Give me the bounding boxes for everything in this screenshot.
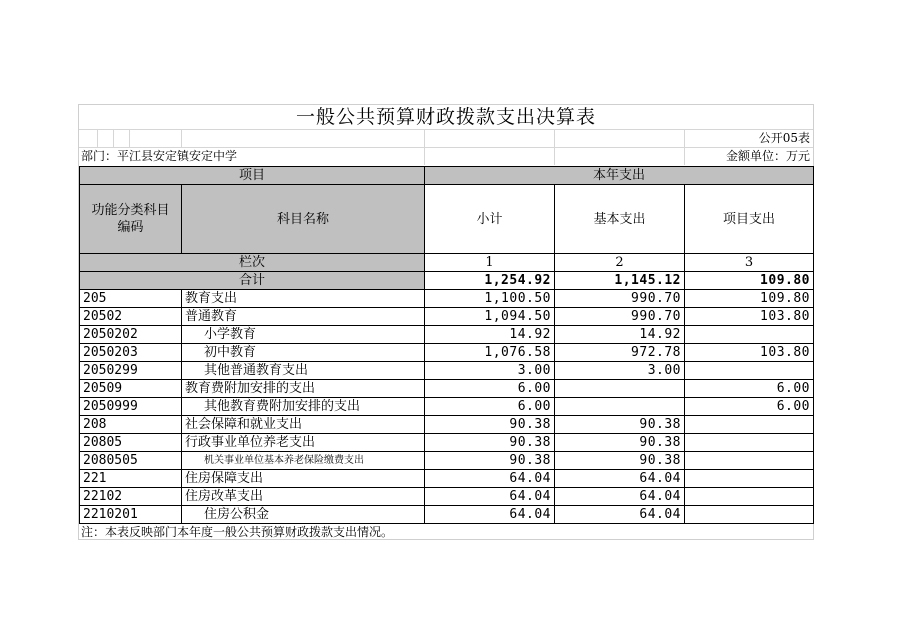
total-label: 合计 [80, 272, 425, 290]
col-label: 栏次 [80, 254, 425, 272]
report-title: 一般公共预算财政拨款支出决算表 [79, 105, 813, 130]
department-row [79, 147, 813, 165]
row-basic: 64.04 [555, 506, 685, 524]
row-project: 6.00 [685, 398, 814, 416]
table-row [80, 344, 814, 362]
total-row [80, 272, 814, 290]
header-project: 项目 [80, 167, 425, 185]
col-3: 3 [685, 254, 814, 272]
row-subtotal: 3.00 [425, 362, 555, 380]
row-basic [555, 398, 685, 416]
row-code: 2050203 [80, 344, 182, 362]
row-subtotal: 90.38 [425, 434, 555, 452]
row-project [685, 326, 814, 344]
row-subtotal: 6.00 [425, 398, 555, 416]
row-basic: 990.70 [555, 290, 685, 308]
row-subject-name: 其他教育费附加安排的支出 [182, 398, 425, 416]
row-project: 109.80 [685, 290, 814, 308]
row-basic: 90.38 [555, 434, 685, 452]
row-subject-name: 教育费附加安排的支出 [182, 380, 425, 398]
row-basic [555, 380, 685, 398]
row-basic: 3.00 [555, 362, 685, 380]
expenditure-table [79, 166, 814, 524]
row-code: 2050202 [80, 326, 182, 344]
table-row [80, 398, 814, 416]
header-project-exp: 项目支出 [685, 185, 814, 254]
row-project [685, 452, 814, 470]
row-basic: 14.92 [555, 326, 685, 344]
col-2: 2 [555, 254, 685, 272]
data-rows [80, 290, 814, 524]
row-project: 6.00 [685, 380, 814, 398]
row-project: 103.80 [685, 344, 814, 362]
table-row [80, 308, 814, 326]
table-row [80, 326, 814, 344]
table-row [80, 488, 814, 506]
table-row [80, 416, 814, 434]
row-code: 205 [80, 290, 182, 308]
row-code: 22102 [80, 488, 182, 506]
row-subtotal: 90.38 [425, 452, 555, 470]
row-subject-name: 行政事业单位养老支出 [182, 434, 425, 452]
table-note: 注：本表反映部门本年度一般公共预算财政拨款支出情况。 [81, 525, 394, 539]
form-code: 公开05表 [758, 131, 810, 145]
row-project [685, 434, 814, 452]
row-subtotal: 6.00 [425, 380, 555, 398]
header-basic: 基本支出 [555, 185, 685, 254]
row-code: 20502 [80, 308, 182, 326]
row-basic: 972.78 [555, 344, 685, 362]
row-project [685, 506, 814, 524]
row-subtotal: 14.92 [425, 326, 555, 344]
row-subject-name: 社会保障和就业支出 [182, 416, 425, 434]
report-sheet [78, 104, 814, 540]
row-subtotal: 1,076.58 [425, 344, 555, 362]
row-subject-name: 机关事业单位基本养老保险缴费支出 [182, 452, 425, 470]
total-basic: 1,145.12 [555, 272, 685, 290]
row-project [685, 362, 814, 380]
header-func-code: 功能分类科目编码 [80, 185, 182, 254]
row-code: 208 [80, 416, 182, 434]
row-code: 20805 [80, 434, 182, 452]
col-1: 1 [425, 254, 555, 272]
row-code: 20509 [80, 380, 182, 398]
row-subtotal: 1,100.50 [425, 290, 555, 308]
row-project: 103.80 [685, 308, 814, 326]
form-code-row [79, 129, 813, 148]
table-row [80, 452, 814, 470]
total-subtotal: 1,254.92 [425, 272, 555, 290]
row-code: 221 [80, 470, 182, 488]
row-subject-name: 住房改革支出 [182, 488, 425, 506]
row-subject-name: 其他普通教育支出 [182, 362, 425, 380]
row-subject-name: 小学教育 [182, 326, 425, 344]
row-project [685, 488, 814, 506]
row-code: 2080505 [80, 452, 182, 470]
table-row [80, 506, 814, 524]
header-row-2 [80, 185, 814, 254]
row-subtotal: 64.04 [425, 506, 555, 524]
total-project: 109.80 [685, 272, 814, 290]
row-project [685, 416, 814, 434]
column-index-row [80, 254, 814, 272]
row-subtotal: 90.38 [425, 416, 555, 434]
row-code: 2210201 [80, 506, 182, 524]
row-subtotal: 64.04 [425, 488, 555, 506]
department-label: 部门：平江县安定镇安定中学 [81, 149, 238, 163]
row-project [685, 470, 814, 488]
table-row [80, 470, 814, 488]
header-subject-name: 科目名称 [182, 185, 425, 254]
row-subject-name: 普通教育 [182, 308, 425, 326]
header-current-year: 本年支出 [425, 167, 814, 185]
row-code: 2050299 [80, 362, 182, 380]
row-basic: 90.38 [555, 416, 685, 434]
unit-label: 金额单位：万元 [725, 149, 810, 163]
row-subtotal: 64.04 [425, 470, 555, 488]
row-basic: 64.04 [555, 470, 685, 488]
row-basic: 990.70 [555, 308, 685, 326]
row-subject-name: 住房保障支出 [182, 470, 425, 488]
row-subject-name: 教育支出 [182, 290, 425, 308]
row-subject-name: 初中教育 [182, 344, 425, 362]
header-subtotal: 小计 [425, 185, 555, 254]
table-row [80, 434, 814, 452]
header-row-1 [80, 167, 814, 185]
table-row [80, 380, 814, 398]
row-subject-name: 住房公积金 [182, 506, 425, 524]
row-basic: 90.38 [555, 452, 685, 470]
table-row [80, 362, 814, 380]
row-basic: 64.04 [555, 488, 685, 506]
row-subtotal: 1,094.50 [425, 308, 555, 326]
table-row [80, 290, 814, 308]
row-code: 2050999 [80, 398, 182, 416]
